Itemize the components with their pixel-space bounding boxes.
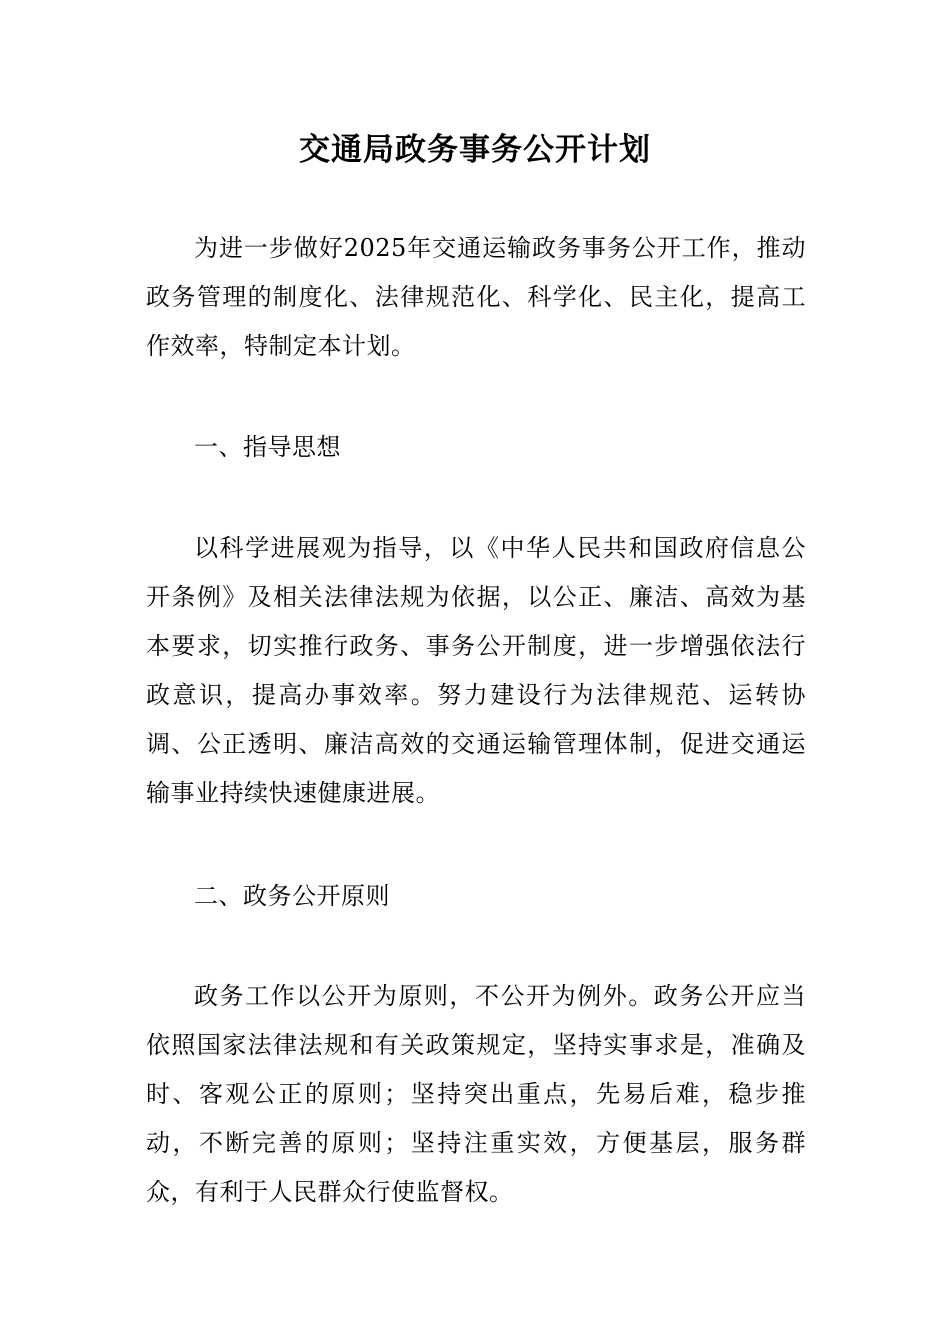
document-title: 交通局政务事务公开计划	[299, 132, 651, 168]
intro-paragraph: 为进一步做好2025年交通运输政务事务公开工作，推动政务管理的制度化、法律规范化、科学化、民主化，提高工作效率，特制定本计划。	[146, 234, 806, 360]
section-heading-disclosure-principles: 二、政务公开原则	[194, 882, 390, 910]
section-paragraph-guiding-ideology: 以科学进展观为指导，以《中华人民共和国政府信息公开条例》及相关法律法规为依据，以公正、廉洁、高效为基本要求，切实推行政务、事务公开制度，进一步增强依法行政意识，提高办事效率。努力建设行为法律规范、运转协调、公正透明、廉洁高效的交通运输管理体制，促进交通运输事业持续快速健康进展。	[146, 534, 806, 807]
section-heading-guiding-ideology: 一、指导思想	[194, 433, 341, 461]
section-paragraph-disclosure-principles: 政务工作以公开为原则，不公开为例外。政务公开应当依照国家法律法规和有关政策规定，坚持实事求是，准确及时、客观公正的原则；坚持突出重点，先易后难，稳步推动，不断完善的原则；坚持注重实效，方便基层，服务群众，有利于人民群众行使监督权。	[146, 982, 806, 1206]
